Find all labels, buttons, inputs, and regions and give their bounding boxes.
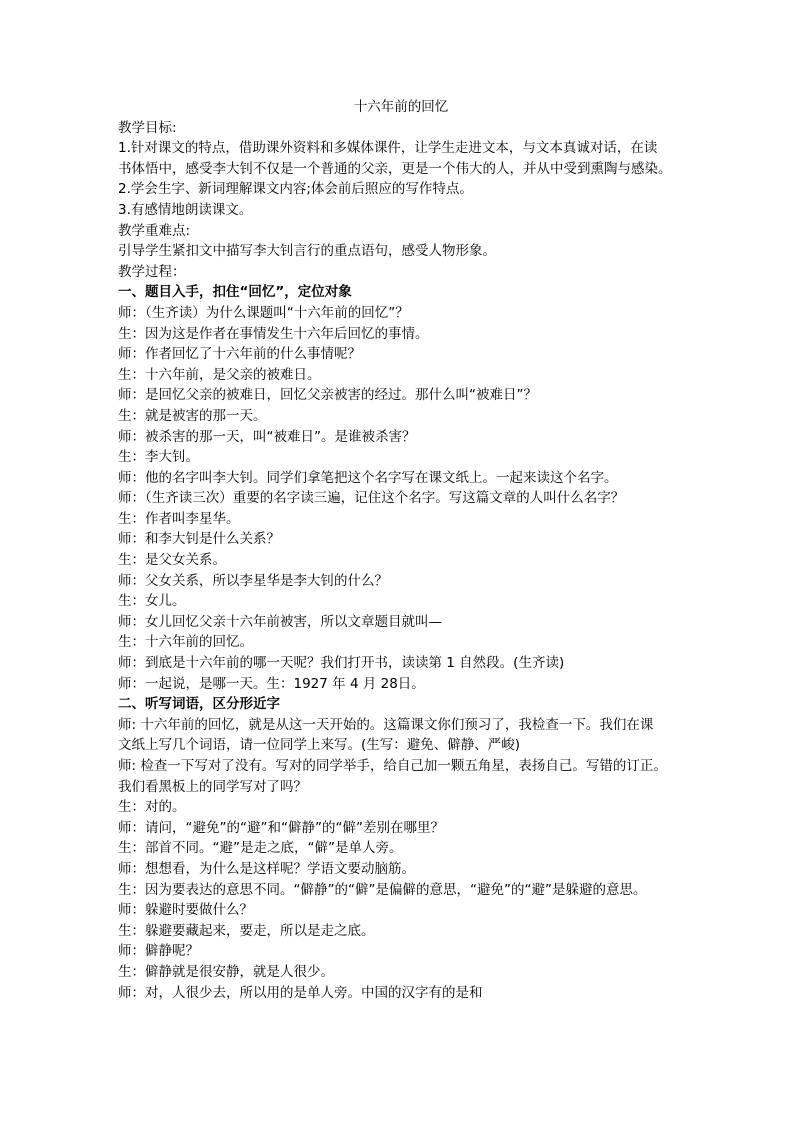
text-line: 师：僻静呢？ (118, 943, 199, 960)
text-line: 师：（生齐读三次）重要的名字读三遍，记住这个名字。写这篇文章的人叫什么名字？ (118, 490, 625, 507)
text-line: 师：是回忆父亲的被难日，回忆父亲被害的经过。那什么叫“被难日”？ (118, 387, 537, 404)
text-line: 师：他的名字叫李大钊。同学们拿笔把这个名字写在课文纸上。一起来读这个名字。 (118, 469, 618, 486)
text-line: 生：僻静就是很安静，就是人很少。 (118, 963, 334, 980)
text-line: 教学目标: (118, 119, 177, 136)
page-title: 十六年前的回忆 (353, 99, 449, 115)
text-line: 生：因为这是作者在事情发生十六年后回忆的事情。 (118, 325, 429, 342)
text-line: 生：是父女关系。 (118, 552, 226, 569)
text-line: 生：女儿。 (118, 593, 186, 610)
text-line: 我们看黑板上的同学写对了吗？ (118, 778, 307, 795)
text-line: 师：躲避时要做什么？ (118, 902, 253, 919)
text-line: 书体悟中，感受李大钊不仅是一个普通的父亲，更是一个伟大的人，并从中受到熏陶与感染。 (118, 160, 672, 177)
text-line: 教学重难点: (118, 222, 191, 239)
section-heading: 二、听写词语，区分形近字 (118, 696, 280, 713)
text-line: 师：一起说，是哪一天。生：1927 年 4 月 28日。 (118, 675, 425, 692)
text-line: 生：李大钊。 (118, 449, 199, 466)
text-line: 师：被杀害的那一天，叫“被难日”。是谁被杀害？ (118, 428, 416, 445)
text-line: 师：（生齐读）为什么课题叫“十六年前的回忆”？ (118, 304, 409, 321)
text-line: 引导学生紧扣文中描写李大钊言行的重点语句，感受人物形象。 (118, 243, 496, 260)
text-line: 文纸上写几个词语，请一位同学上来写。(生写：避免、僻静、严峻) (118, 737, 521, 754)
section-heading: 一、题目入手，扣住“回忆”，定位对象 (118, 284, 352, 301)
text-line: 2.学会生字、新词理解课文内容;体会前后照应的写作特点。 (118, 181, 473, 198)
text-line: 师：想想看，为什么是这样呢？学语文要动脑筋。 (118, 860, 415, 877)
text-line: 师：女儿回忆父亲十六年前被害，所以文章题目就叫— (118, 613, 442, 630)
text-line: 师：父女关系，所以李星华是李大钊的什么？ (118, 572, 388, 589)
text-line: 教学过程： (118, 263, 186, 280)
text-line: 生：对的。 (118, 799, 186, 816)
text-line: 生：躲避要藏起来，要走，所以是走之底。 (118, 922, 375, 939)
text-line: 生：部首不同。“避”是走之底，“僻”是单人旁。 (118, 840, 403, 857)
text-line: 生：就是被害的那一天。 (118, 407, 267, 424)
text-line: 师：请问，“避免”的“避”和“僻静”的“僻”差别在哪里？ (118, 819, 444, 836)
text-line: 生：十六年前的回忆。 (118, 634, 253, 651)
text-line: 师：作者回忆了十六年前的什么事情呢？ (118, 346, 361, 363)
text-line: 3.有感情地朗读课文。 (118, 201, 253, 218)
text-line: 生：作者叫李星华。 (118, 510, 240, 527)
text-line: 1.针对课文的特点，借助课外资料和多媒体课件，让学生走进文本，与文本真诚对话，在读 (118, 140, 658, 157)
text-line: 师：和李大钊是什么关系？ (118, 531, 280, 548)
document-body (118, 97, 678, 1003)
text-line: 师：对，人很少去，所以用的是单人旁。中国的汉字有的是和 (118, 984, 483, 1001)
text-line: 师：到底是十六年前的哪一天呢？我们打开书，读读第 1 自然段。(生齐读) (118, 655, 565, 672)
text-line: 师: 十六年前的回忆，就是从这一天开始的。这篇课文你们预习了，我检查一下。我们在课 (118, 716, 654, 733)
text-line: 生：十六年前，是父亲的被难日。 (118, 366, 321, 383)
text-line: 生：因为要表达的意思不同。“僻静”的“僻”是偏僻的意思，“避免”的“避”是躲避的意思。 (118, 881, 647, 898)
text-line: 师: 检查一下写对了没有。写对的同学举手，给自己加一颗五角星，表扬自己。写错的订正。 (118, 758, 667, 774)
